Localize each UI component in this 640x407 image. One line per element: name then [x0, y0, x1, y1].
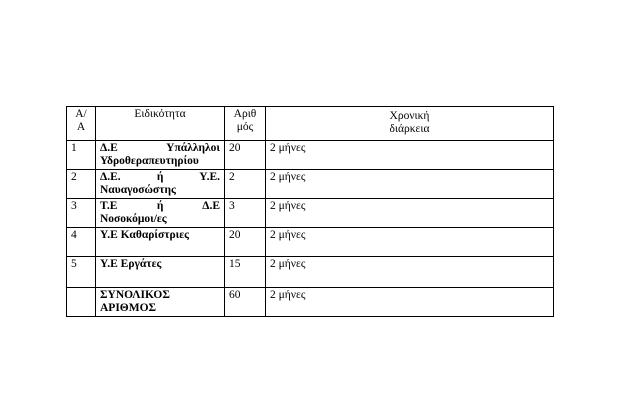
row-aa: 3: [67, 199, 96, 228]
header-duration-line2: διάρκεια: [389, 123, 430, 135]
table-total-row: [67, 288, 554, 317]
table-row: [67, 170, 554, 199]
row-count: 2: [225, 170, 266, 199]
header-number: [225, 107, 266, 141]
total-duration: 2 μήνες: [266, 288, 554, 317]
table-row: [67, 257, 554, 288]
header-number-line2: μός: [236, 121, 254, 133]
row-specialty-line1: Υ.Ε Καθαρίστριες: [100, 229, 190, 241]
row-aa: 2: [67, 170, 96, 199]
row-specialty: [96, 170, 225, 199]
row-count: 20: [225, 141, 266, 170]
table-row: [67, 199, 554, 228]
header-aa-line2: Α: [76, 121, 86, 133]
header-aa-line1: Α/: [75, 108, 87, 120]
row-specialty-line1: Υ.Ε Εργάτες: [100, 258, 162, 270]
row-specialty-line1: Δ.Ε. ή Υ.Ε.: [100, 171, 220, 183]
row-aa: 4: [67, 228, 96, 257]
header-specialty: [96, 107, 225, 141]
header-duration: [266, 107, 554, 141]
row-specialty-line2: Νοσοκόμοι/ες: [100, 213, 167, 225]
header-duration-line1: Χρονική: [389, 110, 430, 122]
total-label-line1: ΣΥΝΟΛΙΚΟΣ: [100, 289, 170, 301]
row-duration: 2 μήνες: [266, 141, 554, 170]
total-label: [96, 288, 225, 317]
table-row: [67, 228, 554, 257]
row-duration: 2 μήνες: [266, 228, 554, 257]
header-specialty-label: Ειδικότητα: [134, 108, 186, 120]
row-specialty-line1: Τ.Ε ή Δ.Ε: [100, 200, 220, 212]
row-duration: 2 μήνες: [266, 257, 554, 288]
row-duration: 2 μήνες: [266, 199, 554, 228]
header-number-line1: Αριθ: [233, 108, 257, 120]
table-row: [67, 141, 554, 170]
row-count: 20: [225, 228, 266, 257]
row-count: 15: [225, 257, 266, 288]
row-specialty-line1: Δ.Ε Υπάλληλοι: [100, 142, 220, 154]
row-specialty: [96, 228, 225, 257]
staffing-table: [66, 106, 554, 317]
row-specialty: [96, 199, 225, 228]
row-aa: 5: [67, 257, 96, 288]
row-aa: 1: [67, 141, 96, 170]
total-label-line2: ΑΡΙΘΜΟΣ: [100, 302, 157, 314]
total-count: 60: [225, 288, 266, 317]
header-aa: [67, 107, 96, 141]
row-specialty: [96, 141, 225, 170]
total-aa: [67, 288, 96, 317]
row-specialty-line2: Υδροθεραπευτηρίου: [100, 155, 199, 167]
row-count: 3: [225, 199, 266, 228]
table-header-row: [67, 107, 554, 141]
row-specialty-line2: Ναυαγοσώστης: [100, 184, 176, 196]
row-duration: 2 μήνες: [266, 170, 554, 199]
row-specialty: [96, 257, 225, 288]
